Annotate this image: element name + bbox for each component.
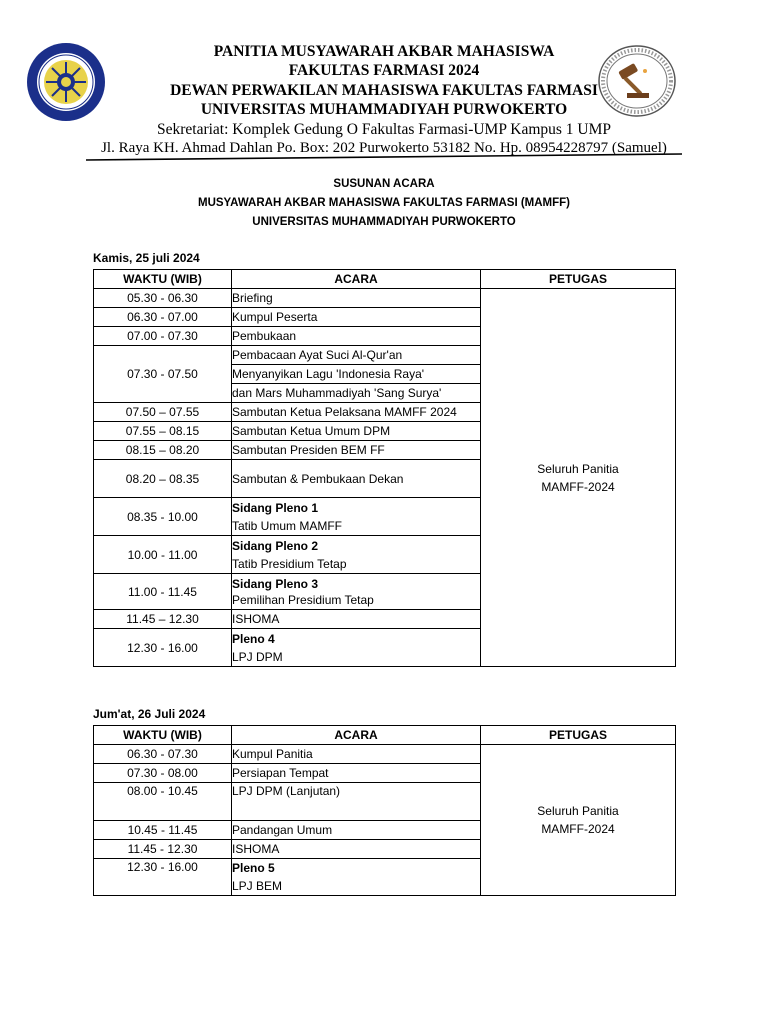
time-cell: 11.00 - 11.45: [94, 574, 232, 610]
activity-cell: Briefing: [232, 289, 481, 308]
session-subtitle: LPJ BEM: [232, 879, 283, 893]
letterhead-line-4: UNIVERSITAS MUHAMMADIYAH PURWOKERTO: [200, 101, 568, 118]
time-cell: 07.50 – 07.55: [94, 403, 232, 422]
time-cell: 11.45 - 12.30: [94, 840, 232, 859]
session-title: Sidang Pleno 2: [232, 538, 319, 553]
activity-cell: dan Mars Muhammadiyah 'Sang Surya': [232, 384, 481, 403]
time-cell: 08.00 - 10.45: [94, 783, 232, 821]
activity-cell: Menyanyikan Lagu 'Indonesia Raya': [232, 365, 481, 384]
table-header-row: [94, 270, 676, 289]
time-cell: 06.30 - 07.00: [94, 308, 232, 327]
schedule-title: SUSUNAN ACARA: [333, 178, 435, 190]
activity-cell: Sambutan & Pembukaan Dekan: [232, 460, 481, 498]
header-officer: PETUGAS: [481, 726, 676, 745]
session-title: Sidang Pleno 1: [232, 500, 319, 515]
time-cell: 07.30 - 08.00: [94, 764, 232, 783]
activity-cell: Sambutan Ketua Pelaksana MAMFF 2024: [232, 403, 481, 422]
time-cell: 07.00 - 07.30: [94, 327, 232, 346]
time-cell: 07.55 – 08.15: [94, 422, 232, 441]
activity-cell: Persiapan Tempat: [232, 764, 481, 783]
time-cell: 11.45 – 12.30: [94, 610, 232, 629]
day1-label: Kamis, 25 juli 2024: [93, 251, 200, 265]
time-cell: 07.30 - 07.50: [94, 346, 232, 403]
activity-cell: Pandangan Umum: [232, 821, 481, 840]
activity-cell: [232, 629, 481, 667]
header-time: WAKTU (WIB): [94, 726, 232, 745]
activity-cell: Pembacaan Ayat Suci Al-Qur'an: [232, 346, 481, 365]
session-subtitle: Pemilihan Presidium Tetap: [232, 592, 374, 607]
activity-cell: [232, 859, 481, 896]
session-subtitle: Tatib Umum MAMFF: [232, 518, 343, 533]
letterhead-line-2: FAKULTAS FARMASI 2024: [288, 62, 480, 79]
time-cell: 05.30 - 06.30: [94, 289, 232, 308]
officer-cell: [481, 289, 676, 667]
officer-cell: [481, 745, 676, 896]
table-row: [94, 745, 676, 764]
activity-cell: Sambutan Ketua Umum DPM: [232, 422, 481, 441]
letterhead: [0, 0, 768, 170]
schedule-subtitle: MUSYAWARAH AKBAR MAHASISWA FAKULTAS FARMASI (MAMFF): [197, 197, 571, 209]
activity-cell: Pembukaan: [232, 327, 481, 346]
time-cell: 10.45 - 11.45: [94, 821, 232, 840]
schedule-university: UNIVERSITAS MUHAMMADIYAH PURWOKERTO: [252, 216, 516, 228]
activity-cell: [232, 536, 481, 574]
activity-cell: Sambutan Presiden BEM FF: [232, 441, 481, 460]
activity-cell: [232, 498, 481, 536]
activity-cell: Kumpul Panitia: [232, 745, 481, 764]
officer-line: Seluruh Panitia: [537, 804, 619, 818]
session-title: Sidang Pleno 3: [232, 576, 319, 591]
letterhead-address: Jl. Raya KH. Ahmad Dahlan Po. Box: 202 Purwokerto 53182 No. Hp. 08954228797 (Samuel): [101, 140, 667, 156]
letterhead-line-1: PANITIA MUSYAWARAH AKBAR MAHASISWA: [213, 43, 555, 60]
header-officer: PETUGAS: [481, 270, 676, 289]
day2-schedule-table: [93, 725, 676, 896]
day2-label: Jum'at, 26 Juli 2024: [93, 707, 206, 721]
header-activity: ACARA: [232, 726, 481, 745]
officer-line: MAMFF-2024: [541, 479, 615, 494]
day1-schedule-table: [93, 269, 676, 667]
table-header-row: [94, 726, 676, 745]
session-title: Pleno 5: [232, 861, 275, 875]
session-title: Pleno 4: [232, 631, 275, 646]
activity-cell: LPJ DPM (Lanjutan): [232, 783, 481, 821]
time-cell: 12.30 - 16.00: [94, 859, 232, 896]
time-cell: 08.20 – 08.35: [94, 460, 232, 498]
time-cell: 06.30 - 07.30: [94, 745, 232, 764]
activity-cell: ISHOMA: [232, 610, 481, 629]
letterhead-rule: [86, 153, 682, 161]
letterhead-secretariat: Sekretariat: Komplek Gedung O Fakultas Farmasi-UMP Kampus 1 UMP: [156, 121, 612, 138]
time-cell: 12.30 - 16.00: [94, 629, 232, 667]
activity-cell: ISHOMA: [232, 840, 481, 859]
session-subtitle: LPJ DPM: [232, 649, 283, 664]
session-subtitle: Tatib Presidium Tetap: [232, 556, 347, 571]
officer-line: MAMFF-2024: [541, 822, 615, 836]
table-row: [94, 289, 676, 308]
header-activity: ACARA: [232, 270, 481, 289]
letterhead-line-3: DEWAN PERWAKILAN MAHASISWA FAKULTAS FARMASI: [170, 82, 598, 99]
time-cell: 10.00 - 11.00: [94, 536, 232, 574]
time-cell: 08.15 – 08.20: [94, 441, 232, 460]
activity-cell: [232, 574, 481, 610]
activity-cell: Kumpul Peserta: [232, 308, 481, 327]
time-cell: 08.35 - 10.00: [94, 498, 232, 536]
header-time: WAKTU (WIB): [94, 270, 232, 289]
officer-line: Seluruh Panitia: [537, 461, 619, 476]
